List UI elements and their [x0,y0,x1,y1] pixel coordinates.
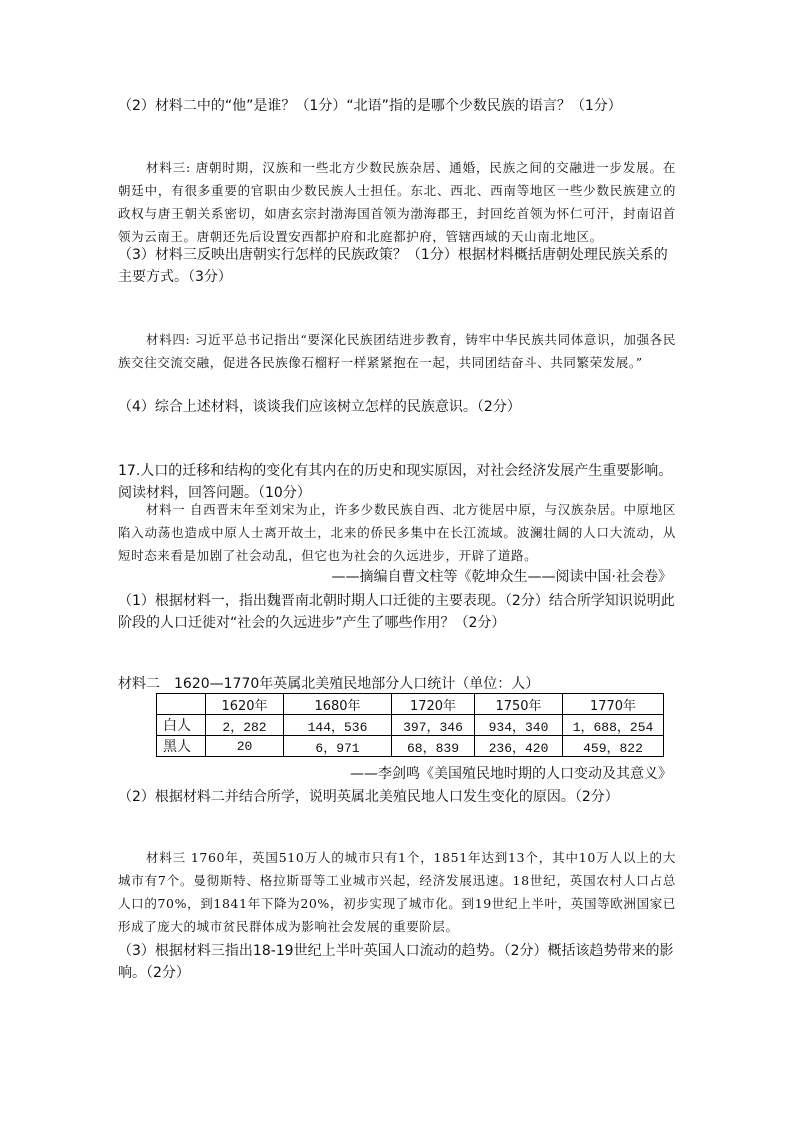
material-2-title: 材料二 1620—1770年英属北美殖民地部分人口统计（单位：人） [118,676,540,692]
question-16-3: （3）材料三反映出唐朝实行怎样的民族政策？（1分）根据材料概括唐朝处理民族关系的主要方式。（3分） [118,247,668,285]
material-text: 唐朝时期，汉族和一些北方少数民族杂居、通婚，民族之间的交融进一步发展。在朝廷中，有很多重要的官职由少数民族人士担任。东北、西北、西南等地区一些少数民族建立的政权与唐王朝关系密切，如唐玄宗封渤海国首领为渤海郡王，封回纥首领为怀仁可汗，封南诏首领为云南王。唐朝还先后设置安西都护府和北庭都护府，管辖西域的天山南北地区。 [118,160,676,244]
table-cell: 934，340 [475,715,563,736]
material-label: 材料三 [146,850,187,865]
table-cell: 68，839 [392,736,475,757]
table-cell: 20 [206,736,284,757]
question-16-4: （4）综合上述材料，谈谈我们应该树立怎样的民族意识。（2分） [118,399,521,415]
question-17-3: （3）根据材料三指出18-19世纪上半叶英国人口流动的趋势。（2分）概括该趋势带来的影响。（2分） [118,943,674,981]
population-table [156,693,664,757]
table-cell: 2，282 [206,715,284,736]
table-row [157,715,664,736]
source-citation-2: ——李剑鸣《美国殖民地时期的人口变动及其意义》 [350,766,672,782]
table-cell: 397，346 [392,715,475,736]
table-header-cell: 1770年 [563,694,664,715]
table-header-row [157,694,664,715]
question-17-2: （2）根据材料二并结合所学，说明英属北美殖民地人口发生变化的原因。（2分） [118,789,619,805]
row-label: 白人 [157,715,206,736]
question-17-1: （1）根据材料一，指出魏晋南北朝时期人口迁徙的主要表现。（2分）结合所学知识说明此阶段的人口迁徙对“社会的久远进步”产生了哪些作用？（2分） [118,593,675,631]
material-3-britain [118,846,676,938]
table-cell: 459，822 [563,736,664,757]
material-3-tang [118,156,676,248]
row-label: 黑人 [157,736,206,757]
material-label: 材料四: [146,332,191,347]
table-header-cell: 1720年 [392,694,475,715]
table-cell: 6，971 [284,736,392,757]
source-citation-1: ——摘编自曹文柱等《乾坤众生——阅读中国·社会卷》 [331,569,672,585]
table-row [157,736,664,757]
table-header-cell: 1750年 [475,694,563,715]
table-cell: 1，688，254 [563,715,664,736]
table-header-cell: 1680年 [284,694,392,715]
table-cell: 236，420 [475,736,563,757]
material-label: 材料三: [146,160,191,175]
question-17-stem: 17.人口的迁移和结构的变化有其内在的历史和现实原因，对社会经济发展产生重要影响。阅读材料，回答问题。（10分） [118,463,673,501]
material-1-migration [118,498,676,567]
table-header-cell: 1620年 [206,694,284,715]
question-16-2: （2）材料二中的“他”是谁？（1分）“北语”指的是哪个少数民族的语言？（1分） [118,98,622,114]
material-label: 材料一 [146,502,186,517]
material-text: 1760年，英国510万人的城市只有1个，1851年达到13个，其中10万人以上的大城市有7个。曼彻斯特、格拉斯哥等工业城市兴起，经济发展迅速。18世纪，英国农村人口占总人口的70%，到1841年下降为20%，初步实现了城市化。到19世纪上半叶，英国等欧洲国家已形成了庞大的城市贫民群体成为影响社会发展的重要阶层。 [118,850,676,934]
material-text: 自西晋末年至刘宋为止，许多少数民族自西、北方徙居中原，与汉族杂居。中原地区陷入动荡也造成中原人士离开故土，北来的侨民多集中在长江流域。波澜壮阔的人口大流动，从短时态来看是加剧了社会动乱，但它也为社会的久远进步，开辟了道路。 [118,502,676,563]
material-text: 习近平总书记指出“要深化民族团结进步教育，铸牢中华民族共同体意识，加强各民族交往交流交融，促进各民族像石榴籽一样紧紧抱在一起，共同团结奋斗、共同繁荣发展。” [118,332,677,370]
table-corner-cell [157,694,206,715]
table-cell: 144，536 [284,715,392,736]
material-4-xi [118,328,676,374]
